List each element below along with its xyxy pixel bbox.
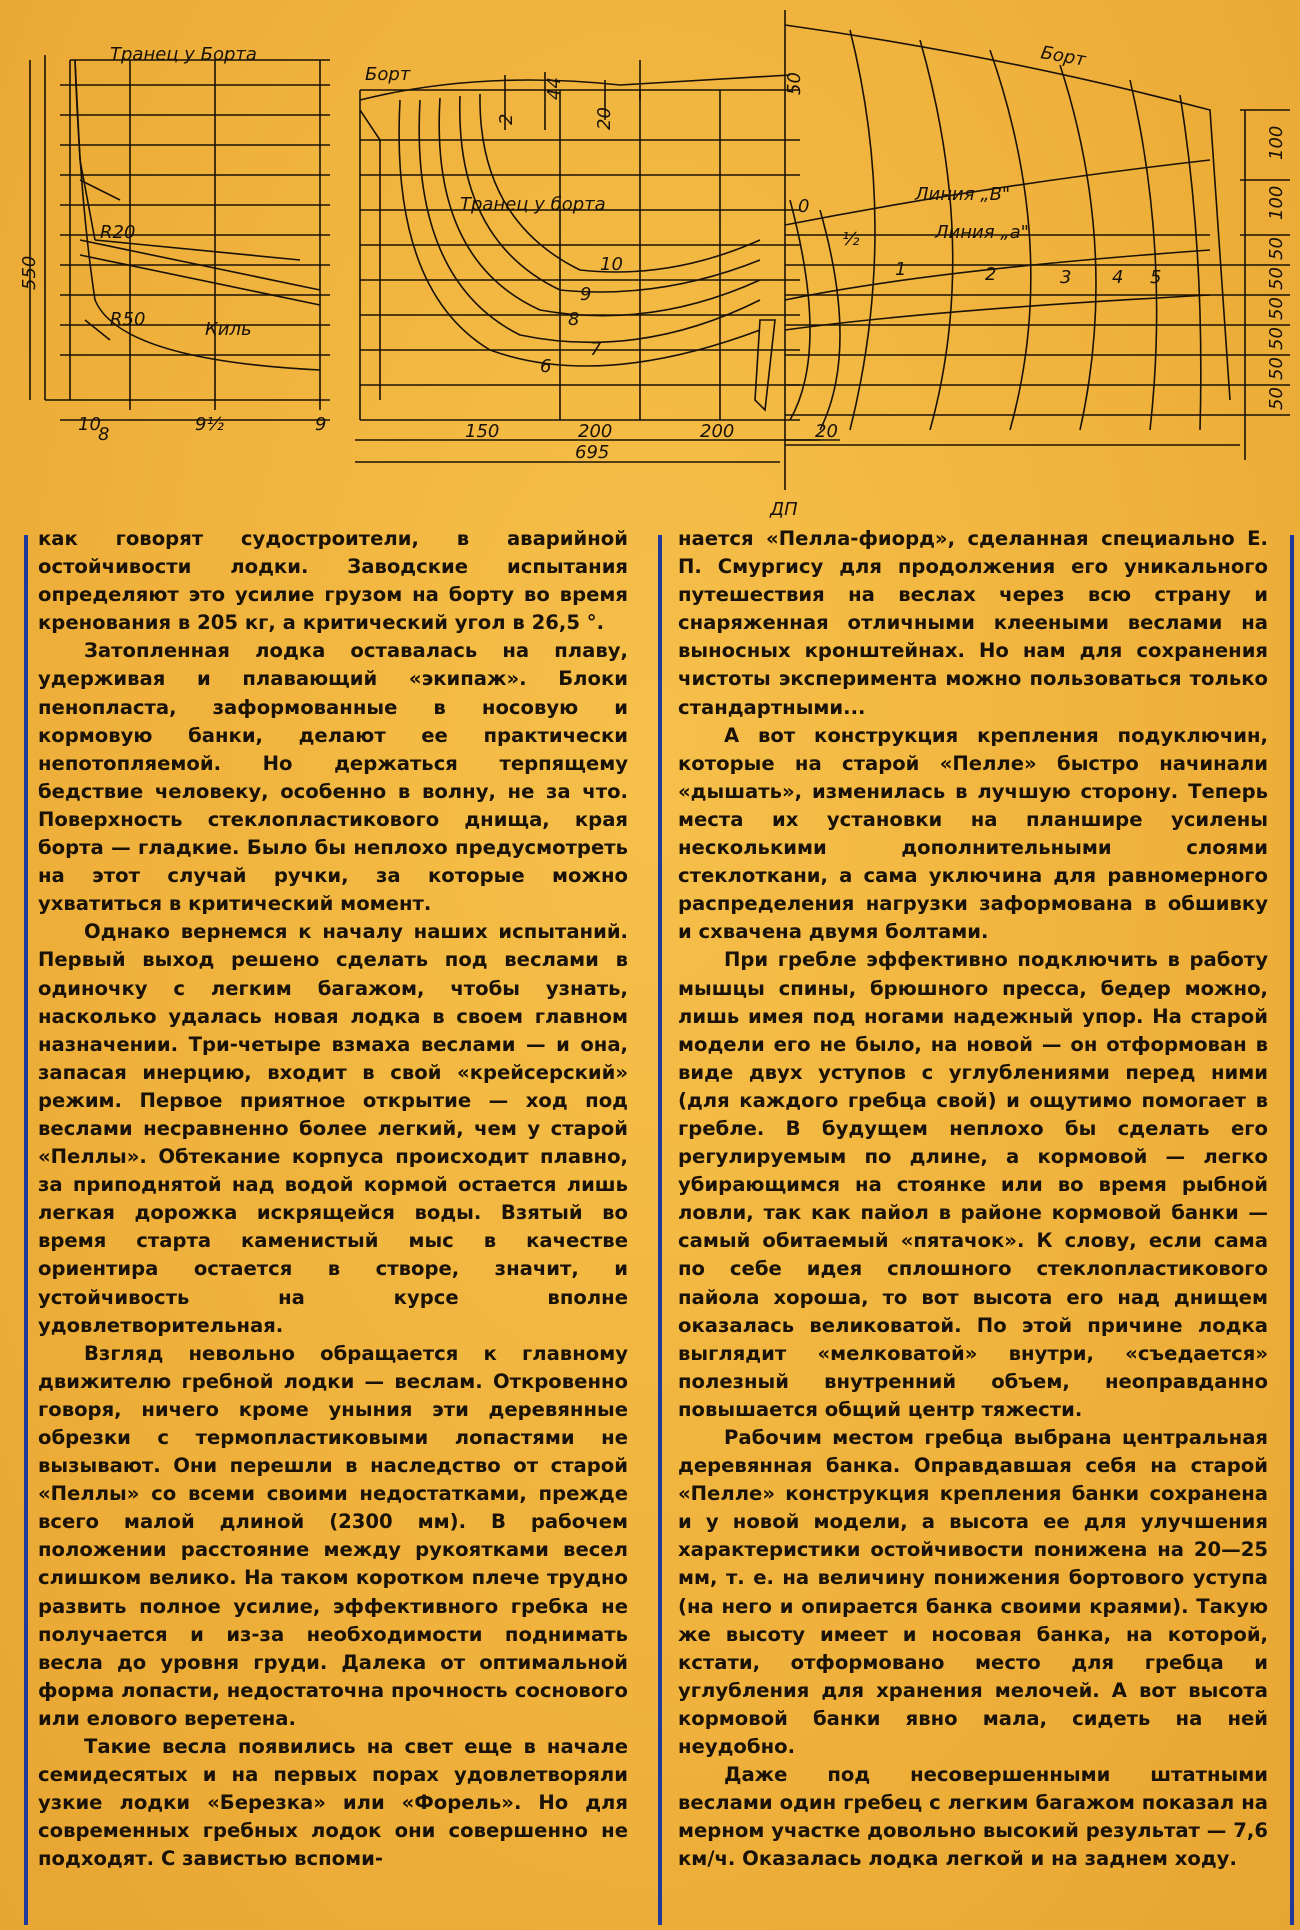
dim-200a: 200	[578, 421, 613, 442]
right-dim-7: 50	[1266, 387, 1287, 410]
dim-9half: 9½	[195, 414, 224, 435]
article-right-paragraph-3: При гребле эффективно подключить в работу мышцы спины, брюшного пресса, бедер можно, лишь имея под ногами надежный упор. На старой модели его не было, на новой — он отформован в виде двух уступов с углублениями перед ними (для каждого гребца свой) и ощутимо помогает в гребле. В будущем неплохо бы сделать его регулируемым по длине, а кормовой — легко убирающимся на стоянке или во время рыбной ловли, так как пайол в районе кормовой банки — самый обитаемый «пятачок». К слову, если сама по себе идея сплошного стеклопластикового пайола хороша, то вот высота его над днищем оказалась великоватой. По этой причине лодка выглядит «мелковатой» внутри, «съедается» полезный внутренний объем, неоправданно повышается общий центр тяжести.	[678, 948, 1268, 1421]
article-column-left	[38, 525, 628, 1874]
frame-label-6: 6	[540, 356, 552, 377]
right-dim-0: 100	[1266, 125, 1287, 160]
label-keel: Киль	[205, 319, 252, 340]
dim-44: 44	[544, 77, 565, 100]
right-dim-5: 50	[1266, 327, 1287, 350]
dim-20-top: 20	[594, 107, 615, 130]
column-rule-right	[1290, 535, 1294, 1925]
article-left-paragraph-4: Взгляд невольно обращается к главному движителю гребной лодки — веслам. Откровенно говоря, ничего кроме уныния эти деревянные обрезки с термопластиковыми лопастями не вызывают. Они перешли в наследство от старой «Пеллы» со всеми своими недостатками, прежде всего малой длиной (2300 мм). В рабочем положении расстояние между рукоятками весел слишком велико. На таком коротком плече трудно развить полное усилие, эффективного гребка не получается и из-за необходимости поднимать весла до уровня груди. Далека от оптимальной форма лопасти, недостаточна прочность соснового или елового веретена.	[38, 1341, 628, 1730]
article-left-paragraph-1: как говорят судостроители, в аварийной остойчивости лодки. Заводские испытания определяют это усилие грузом на борту во время кренования в 205 кг, а критический угол в 26,5 °.	[38, 527, 628, 635]
label-line-a: Линия „а"	[935, 222, 1029, 243]
dim-2: 2	[496, 113, 517, 125]
article-column-right	[678, 525, 1268, 1874]
column-rule-left	[24, 535, 28, 1925]
frame-label-4: 4	[1112, 267, 1124, 288]
frame-label-8: 8	[568, 309, 580, 330]
dim-550: 550	[19, 255, 40, 290]
boat-lines-drawing	[0, 0, 1300, 520]
right-dim-1: 100	[1266, 185, 1287, 220]
right-dim-4: 50	[1266, 297, 1287, 320]
dim-8: 8	[98, 424, 110, 445]
frame-label-7: 7	[590, 339, 602, 360]
dim-20-bottom: 20	[815, 421, 838, 442]
label-bort-mid: Борт	[365, 64, 411, 85]
label-dp: ДП	[770, 499, 798, 520]
article-right-paragraph-5: Даже под несовершенными штатными веслами один гребец с легким багажом показал на мерном участке довольно высокий результат — 7,6 км/ч. Оказалась лодка легкой и на заднем ходу.	[678, 1763, 1268, 1871]
article-right-paragraph-2: А вот конструкция крепления подуключин, которые на старой «Пелле» быстро начинали «дышать», изменилась в лучшую сторону. Теперь места их установки на планшире усилены несколькими дополнительными слоями стеклоткани, а сама уключина для равномерного распределения нагрузки заформована в обшивку и схвачена двумя болтами.	[678, 723, 1268, 944]
column-rule-mid	[658, 535, 662, 1925]
label-bort-right: Борт	[1039, 42, 1088, 71]
article-left-paragraph-5: Такие весла появились на свет еще в начале семидесятых и на первых порах удовлетворяли узкие лодки «Березка» или «Форель». Но для современных гребных лодок они совершенно не подходят. С завистью вспоми-	[38, 1735, 628, 1871]
dim-10: 10	[78, 414, 101, 435]
dim-50-top: 50	[784, 72, 805, 95]
frame-label-2: 2	[985, 264, 997, 285]
frame-label-0: 0	[798, 196, 810, 217]
frame-label-5: 5	[1150, 267, 1162, 288]
label-transom-left: Транец у Борта	[110, 44, 257, 65]
dim-695: 695	[575, 442, 610, 463]
frame-label-3: 3	[1060, 267, 1072, 288]
frame-label-10: 10	[600, 254, 623, 275]
article-right-paragraph-1: нается «Пелла-фиорд», сделанная специально Е. П. Смургису для продолжения его уникального путешествия на веслах через всю страну и снаряженная отличными клееными веслами на выносных кронштейнах. Но нам для сохранения чистоты эксперимента можно пользоваться только стандартными...	[678, 527, 1268, 719]
article-left-paragraph-3: Однако вернемся к началу наших испытаний. Первый выход решено сделать под веслами в одиночку с легким багажом, чтобы узнать, насколько удалась новая лодка в своем главном назначении. Три-четыре взмаха веслами — и она, запасая инерцию, входит в свой «крейсерский» режим. Первое приятное открытие — ход под веслами несравненно более легкий, чем у старой «Пеллы». Обтекание корпуса происходит плавно, за приподнятой над водой кормой остается лишь легкая дорожка искрящейся воды. Взятый во время старта каменистый мыс в качестве ориентира остается в створе, значит, и устойчивость на курсе вполне удовлетворительная.	[38, 920, 628, 1337]
right-dim-3: 50	[1266, 267, 1287, 290]
dim-150: 150	[465, 421, 500, 442]
frame-label-half: ½	[842, 229, 860, 250]
article-left-paragraph-2: Затопленная лодка оставалась на плаву, удерживая и плавающий «экипаж». Блоки пенопласта, заформованные в носовую и кормовую банки, делают ее практически непотопляемой. Но держаться терпящему бедствие человеку, особенно в волну, не за что. Поверхность стеклопластикового днища, края борта — гладкие. Было бы неплохо предусмотреть на этот случай ручки, за которые можно ухватиться в критический момент.	[38, 639, 628, 916]
dim-9: 9	[315, 414, 327, 435]
dim-200b: 200	[700, 421, 735, 442]
right-dim-2: 50	[1266, 237, 1287, 260]
article-right-paragraph-4: Рабочим местом гребца выбрана центральная деревянная банка. Оправдавшая себя на старой «Пелле» конструкция крепления банки сохранена и у новой модели, а высота ее для улучшения характеристики остойчивости понижена на 20—25 мм, т. е. на величину понижения бортового уступа (на него и опирается банка своими краями). Такую же высоту имеет и носовая банка, на которой, кстати, отформовано место для гребца и углубления для хранения мелочей. А вот высота кормовой банки явно мала, сидеть на ней неудобно.	[678, 1426, 1268, 1759]
frame-label-1: 1	[895, 259, 907, 280]
label-transom-mid: Транец у борта	[460, 194, 606, 215]
label-r50: R50	[110, 309, 146, 330]
right-dim-6: 50	[1266, 357, 1287, 380]
frame-label-9: 9	[580, 284, 592, 305]
label-line-v: Линия „В"	[915, 184, 1011, 205]
label-r20: R20	[100, 222, 136, 243]
